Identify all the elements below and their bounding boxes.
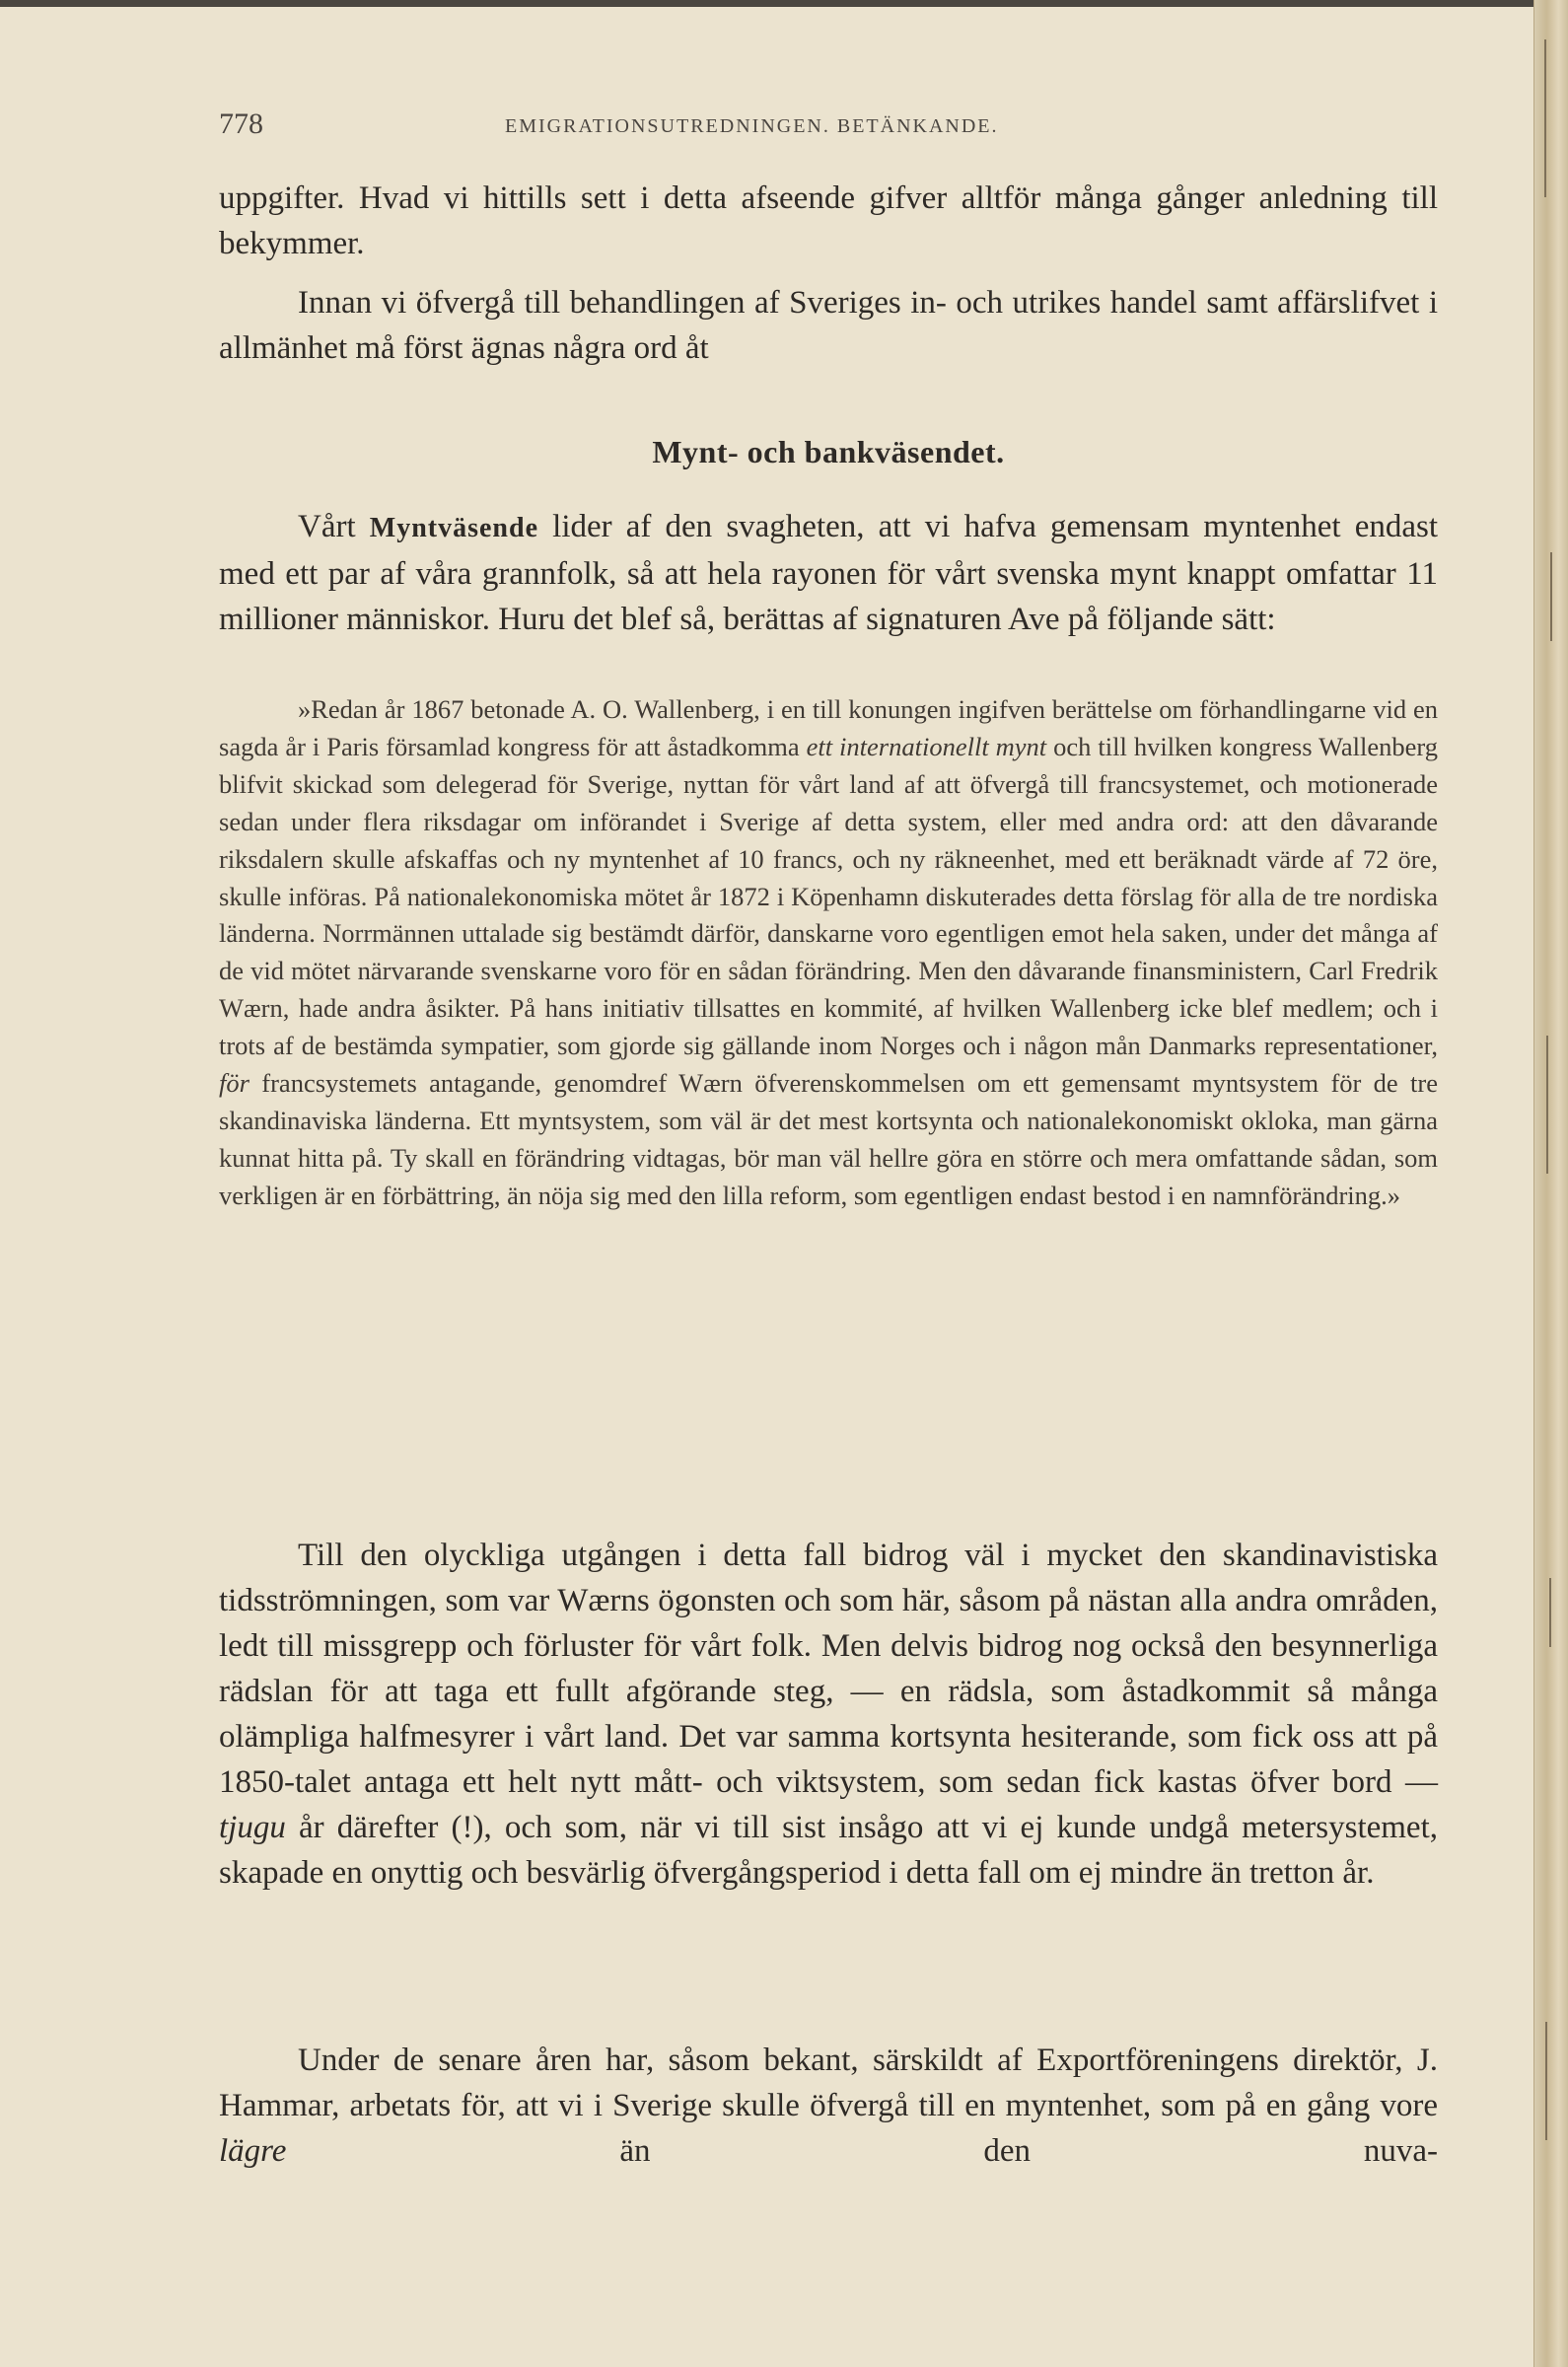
paragraph-5: Under de senare åren har, såsom bekant, särskildt af Exportföreningens direktör, J. Hammar, arbetats för, att vi i Sverige skulle öfvergå till en myntenhet, som på en gång vore lägre än den nuva- [219, 2043, 1438, 2169]
page-header [219, 103, 1438, 146]
spaced-term: Myntväsende [369, 513, 539, 543]
paragraph-5-emphasis: lägre [219, 2133, 287, 2169]
paragraph-2: Innan vi öfvergå till behandlingen af Sveriges in- och utrikes handel samt affärslifvet i allmänhet må först ägnas några ord åt [219, 285, 1438, 366]
section-heading: Mynt- och bankväsendet. [652, 434, 1005, 469]
top-edge [0, 0, 1568, 7]
running-title: EMIGRATIONSUTREDNINGEN. BETÄNKANDE. [505, 115, 999, 137]
paragraph-3: Vårt Myntväsende lider af den svagheten, att vi hafva gemensam myntenhet endast med ett par af våra grannfolk, så att hela rayonen för vårt svenska mynt knappt omfattar 11 millioner människor. Huru det blef så, berättas af signaturen Ave på följande sätt: [219, 509, 1438, 637]
quote-emphasis-1: ett internationellt mynt [806, 731, 1047, 761]
paragraph-4-emphasis: tjugu [219, 1810, 286, 1845]
paragraph-4: Till den olyckliga utgången i detta fall bidrog väl i mycket den skandinavistiska tidsströmningen, som var Wærns ögonsten och som här, såsom på nästan alla andra områden, ledt till missgrepp och förluster för vårt folk. Men delvis bidrog nog också den besynnerliga rädslan för att taga ett fullt afgörande steg, — en rädsla, som åstadkommit så många olämpliga halfmesyrer i vårt land. Det var samma kortsynta hesiterande, som fick oss att på 1850-talet antaga ett helt nytt mått- och viktsystem, som sedan fick kastas öfver bord — tjugu år därefter (!), och som, när vi till sist insågo att vi ej kunde undgå metersystemet, skapade en onyttig och besvärlig öfvergångsperiod i detta fall om ej mindre än tretton år. [219, 1538, 1438, 1891]
quote-emphasis-2: för [219, 1068, 249, 1099]
paragraph-1: uppgifter. Hvad vi hittills sett i detta afseende gifver alltför många gånger anledning till bekymmer. [219, 180, 1438, 261]
page-number: 778 [219, 108, 263, 140]
page-binding-edge [1533, 0, 1568, 2367]
block-quote: »Redan år 1867 betonade A. O. Wallenberg, i en till konungen ingifven berättelse om förhandlingarne vid en sagda år i Paris församlad kongress för att åstadkomma ett internationellt mynt och till hvilken kongress Wallenberg blifvit skickad som delegerad för Sverige, nyttan för vårt land af att öfvergå till francsystemet, och motionerade sedan under flera riksdagar om införandet i Sverige af detta system, eller med andra ord: att den dåvarande riksdalern skulle afskaffas och ny myntenhet af 10 francs, och ny räkneenhet, med ett beräknadt värde af 72 öre, skulle införas. På nationalekonomiska mötet år 1872 i Köpenhamn diskuterades detta förslag för alla de tre nordiska länderna. Norrmännen uttalade sig bestämdt därför, danskarne voro egentligen emot hela saken, under det många af de vid mötet närvarande svenskarne voro för en sådan förändring. Men den dåvarande finansministern, Carl Fredrik Wærn, hade andra åsikter. På hans initiativ tillsattes en kommité, af hvilken Wallenberg icke blef medlem; och i trots af de bestämda sympatier, som gjorde sig gällande inom Norges och i någon mån Danmarks representationer, för francsystemets antagande, genomdref Wærn öfverenskommelsen om ett gemensamt myntsystem för de tre skandinaviska länderna. Ett myntsystem, som väl är det mest kortsynta och nationalekonomiskt okloka, man gärna kunnat hitta på. Ty skall en förändring vidtagas, bör man väl hellre göra en större och mera omfattande sådan, som verkligen är en förbättring, än nöja sig med den lilla reform, som egentligen endast bestod i en namnförändring.» [219, 694, 1439, 1210]
